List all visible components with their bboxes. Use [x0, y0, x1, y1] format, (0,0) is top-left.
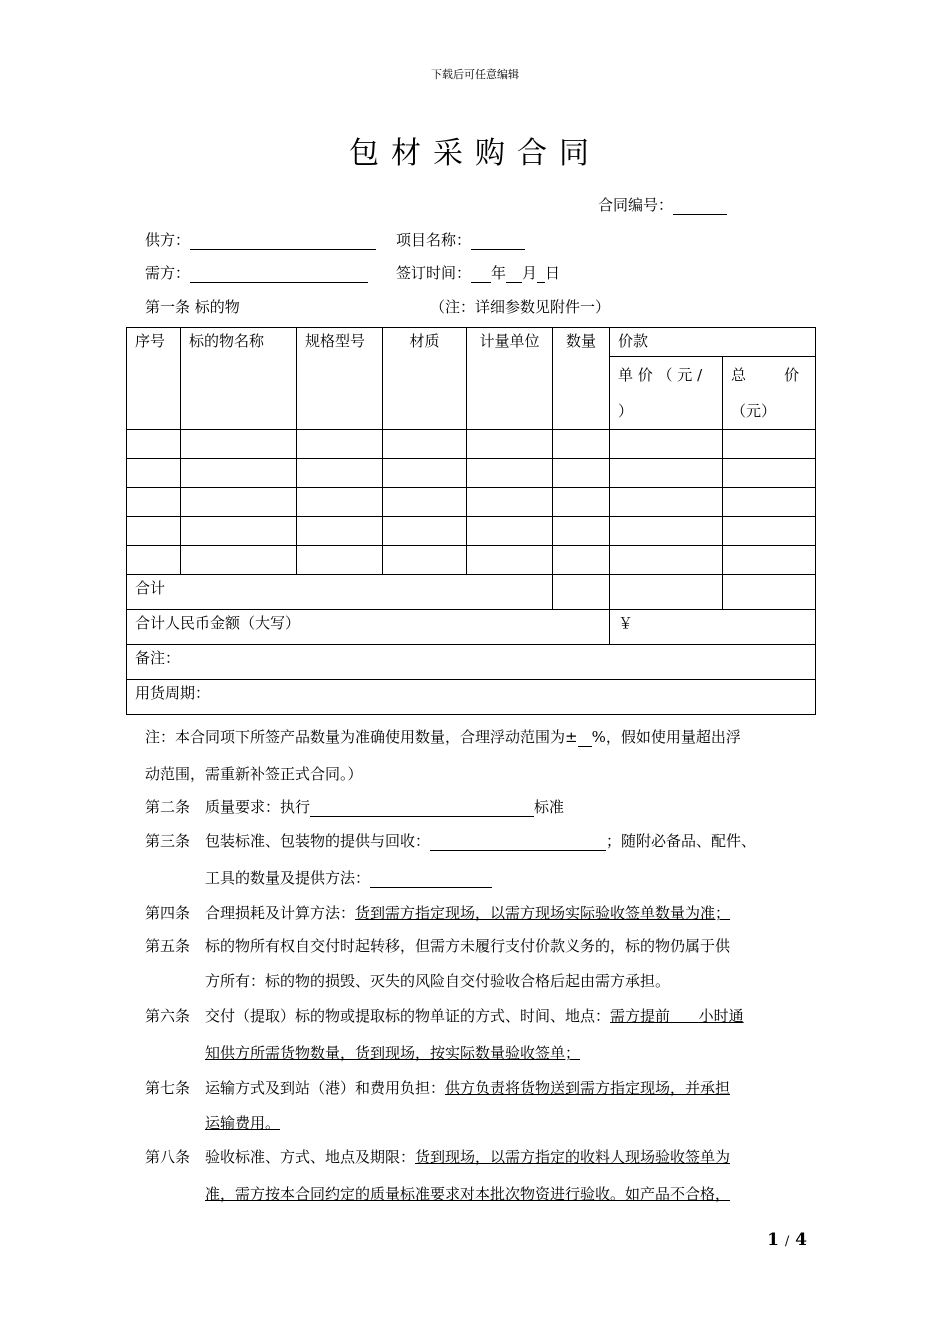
article3-pre: 包装标准、包装物的提供与回收： — [205, 832, 431, 850]
header-note: 下载后可任意编辑 — [431, 68, 519, 81]
table-cell[interactable] — [297, 488, 383, 517]
month-blank[interactable] — [506, 268, 522, 283]
table-cell[interactable] — [127, 430, 181, 459]
article4-text — [205, 902, 825, 923]
delivery-period-row — [127, 680, 816, 715]
table-cell[interactable] — [383, 430, 467, 459]
article6-underlined-b: 小时通 — [698, 1007, 744, 1025]
article2-post: 标准 — [534, 798, 565, 816]
article8-line2: 准，需方按本合同约定的质量标准要求对本批次物资进行验收。如产品不合格， — [205, 1185, 731, 1203]
article5-line2: 方所有：标的物的损毁、灭失的风险自交付验收合格后起由需方承担。 — [205, 972, 671, 990]
article8-label: 第八条 — [145, 1148, 191, 1166]
note-text-a: 注：本合同项下所签产品数量为准确使用数量，合理浮动范围为± — [145, 728, 578, 746]
year-text: 年 — [491, 264, 507, 282]
total-sum-cell[interactable] — [723, 575, 816, 610]
table-cell[interactable] — [383, 546, 467, 575]
table-cell[interactable] — [467, 488, 553, 517]
article4-underlined: 货到需方指定现场，以需方现场实际验收签单数量为准； — [355, 904, 731, 922]
article6-underlined-a: 需方提前 — [610, 1007, 671, 1025]
table-cell[interactable] — [181, 488, 297, 517]
table-cell[interactable] — [553, 488, 610, 517]
buyer-row — [145, 262, 368, 283]
rmb-row — [127, 610, 816, 645]
article3-line2-text: 工具的数量及提供方法： — [205, 869, 371, 887]
col-header-name: 标的物名称 — [181, 328, 297, 430]
table-cell[interactable] — [181, 430, 297, 459]
table-cell[interactable] — [610, 459, 723, 488]
table-cell[interactable] — [723, 488, 816, 517]
contract-no-blank[interactable] — [673, 198, 727, 215]
day-blank[interactable] — [537, 268, 545, 283]
table-cell[interactable] — [383, 459, 467, 488]
supplier-blank[interactable] — [190, 233, 376, 250]
total-price-line1: 总 价 — [731, 366, 800, 384]
article1-label: 第一条 标的物 — [145, 298, 240, 316]
table-row — [127, 546, 816, 575]
table-cell[interactable] — [553, 517, 610, 546]
table-cell[interactable] — [467, 430, 553, 459]
sign-date-label: 签订时间： — [396, 264, 472, 282]
contract-no-label: 合同编号： — [598, 196, 674, 214]
col-header-seq: 序号 — [127, 328, 181, 430]
packaging-blank[interactable] — [430, 834, 606, 851]
col-header-qty: 数量 — [553, 328, 610, 430]
quality-standard-blank[interactable] — [310, 800, 534, 817]
table-cell[interactable] — [723, 517, 816, 546]
table-cell[interactable] — [723, 430, 816, 459]
article2-text — [205, 796, 825, 817]
delivery-period-label[interactable]: 用货周期： — [127, 680, 816, 715]
total-unit-cell[interactable] — [610, 575, 723, 610]
article3-label: 第三条 — [145, 832, 191, 850]
table-cell[interactable] — [297, 459, 383, 488]
table-cell[interactable] — [553, 430, 610, 459]
article7-label: 第七条 — [145, 1079, 191, 1097]
table-row — [127, 517, 816, 546]
article4-label: 第四条 — [145, 904, 191, 922]
month-text: 月 — [522, 264, 538, 282]
table-cell[interactable] — [610, 546, 723, 575]
sign-date-row — [396, 262, 560, 283]
table-cell[interactable] — [127, 459, 181, 488]
table-row — [127, 430, 816, 459]
table-cell[interactable] — [610, 430, 723, 459]
article5-label: 第五条 — [145, 937, 191, 955]
float-range-blank[interactable] — [578, 732, 592, 747]
table-cell[interactable] — [383, 488, 467, 517]
table-cell[interactable] — [181, 546, 297, 575]
table-cell[interactable] — [297, 430, 383, 459]
article8-underlined: 货到现场，以需方指定的收料人现场验收签单为 — [415, 1148, 731, 1166]
total-qty-cell[interactable] — [553, 575, 610, 610]
table-cell[interactable] — [723, 546, 816, 575]
project-label: 项目名称： — [396, 231, 472, 249]
total-row — [127, 575, 816, 610]
page-title: 包材采购合同 — [349, 136, 601, 171]
total-label: 合计 — [127, 575, 553, 610]
year-blank[interactable] — [471, 268, 491, 283]
page-total: 4 — [795, 1230, 807, 1250]
accessories-blank[interactable] — [370, 871, 492, 888]
remarks-label[interactable]: 备注： — [127, 645, 816, 680]
remarks-row — [127, 645, 816, 680]
note-line1 — [145, 726, 741, 747]
article2-pre: 质量要求：执行 — [205, 798, 311, 816]
table-cell[interactable] — [127, 517, 181, 546]
article5-text: 标的物所有权自交付时起转移，但需方未履行支付价款义务的，标的物仍属于供 — [205, 937, 731, 955]
rmb-symbol: ￥ — [618, 614, 634, 632]
article6-line2: 知供方所需货物数量，货到现场，按实际数量验收签单； — [205, 1044, 581, 1062]
buyer-label: 需方： — [145, 264, 191, 282]
article4-pre: 合理损耗及计算方法： — [205, 904, 356, 922]
article7-underlined: 供方负责将货物送到需方指定现场，并承担 — [445, 1079, 731, 1097]
table-cell[interactable] — [297, 517, 383, 546]
article7-pre: 运输方式及到站（港）和费用负担： — [205, 1079, 446, 1097]
page-sep: / — [784, 1234, 790, 1249]
items-table — [126, 327, 816, 715]
table-cell[interactable] — [467, 546, 553, 575]
project-row — [396, 229, 525, 250]
article6-hours-blank[interactable] — [670, 1007, 699, 1025]
table-cell[interactable] — [127, 546, 181, 575]
article8-text — [205, 1146, 825, 1167]
article1-note: （注：详细参数见附件一） — [430, 298, 611, 316]
table-cell[interactable] — [383, 517, 467, 546]
page-number — [767, 1230, 807, 1250]
table-cell[interactable] — [610, 517, 723, 546]
supplier-row — [145, 229, 376, 250]
table-cell[interactable] — [553, 546, 610, 575]
table-cell[interactable] — [297, 546, 383, 575]
table-cell[interactable] — [181, 517, 297, 546]
col-header-material: 材质 — [383, 328, 467, 430]
table-header-row — [127, 328, 816, 357]
table-row — [127, 459, 816, 488]
unit-price-line2: ） — [618, 402, 634, 420]
total-price-line2: （元） — [731, 402, 777, 420]
article2-label: 第二条 — [145, 798, 191, 816]
table-cell[interactable] — [610, 488, 723, 517]
page-current: 1 — [767, 1230, 779, 1250]
article3-line2 — [205, 867, 492, 888]
table-cell[interactable] — [467, 459, 553, 488]
buyer-blank[interactable] — [190, 266, 368, 283]
contract-no-row — [598, 194, 727, 215]
table-cell[interactable] — [467, 517, 553, 546]
supplier-label: 供方： — [145, 231, 191, 249]
col-header-unit-price — [610, 357, 723, 430]
article6-text — [205, 1005, 825, 1026]
col-header-total-price — [723, 357, 816, 430]
article3-text — [205, 830, 825, 851]
article8-pre: 验收标准、方式、地点及期限： — [205, 1148, 416, 1166]
note-line2: 动范围，需重新补签正式合同。） — [145, 765, 363, 783]
table-cell[interactable] — [723, 459, 816, 488]
col-header-spec: 规格型号 — [297, 328, 383, 430]
article7-text — [205, 1077, 825, 1098]
table-cell[interactable] — [127, 488, 181, 517]
col-header-unit: 计量单位 — [467, 328, 553, 430]
rmb-label: 合计人民币金额（大写） — [127, 610, 610, 645]
note-text-b: %，假如使用量超出浮 — [591, 728, 741, 746]
article7-line2: 运输费用。 — [205, 1114, 281, 1132]
table-cell[interactable] — [181, 459, 297, 488]
article6-pre: 交付（提取）标的物或提取标的物单证的方式、时间、地点： — [205, 1007, 611, 1025]
article3-post: ；随附必备品、配件、 — [606, 832, 757, 850]
article6-label: 第六条 — [145, 1007, 191, 1025]
col-header-price: 价款 — [610, 328, 816, 357]
day-text: 日 — [545, 264, 561, 282]
project-blank[interactable] — [471, 233, 525, 250]
table-row — [127, 488, 816, 517]
table-cell[interactable] — [553, 459, 610, 488]
rmb-value-cell[interactable] — [610, 610, 816, 645]
unit-price-line1: 单 价 （ 元 / — [618, 366, 703, 384]
